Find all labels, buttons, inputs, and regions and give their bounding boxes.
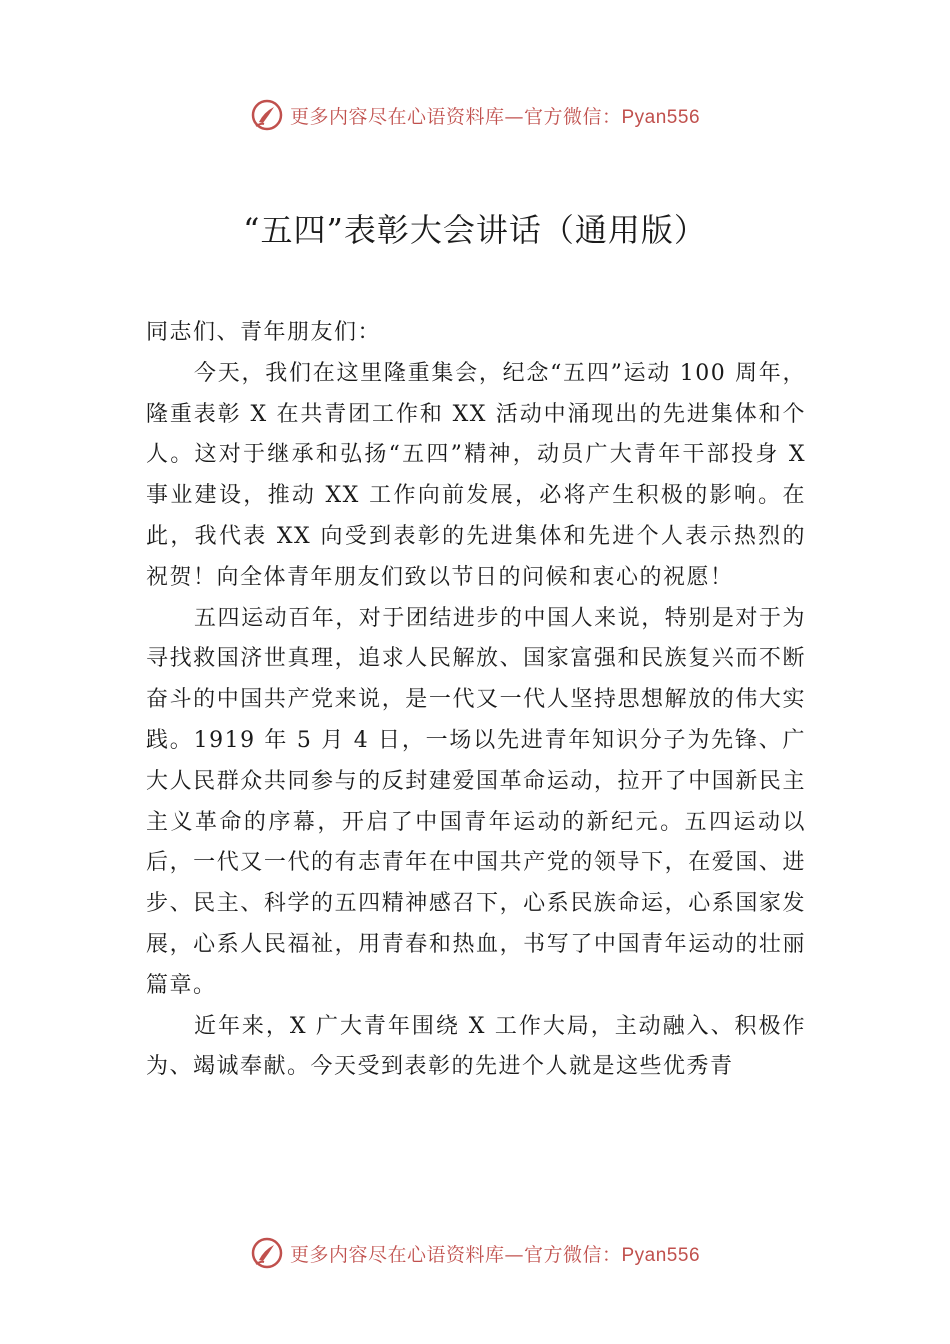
paragraph-3: 近年来，X 广大青年围绕 X 工作大局，主动融入、积极作为、竭诚奉献。今天受到表彰的先进个人就是这些优秀青 [146, 1013, 806, 1080]
salutation: 同志们、青年朋友们： [146, 320, 382, 345]
footer-watermark [0, 1233, 950, 1273]
brush-pen-seal-icon [250, 1236, 284, 1270]
brush-pen-seal-icon [250, 98, 284, 132]
document-body [146, 313, 806, 1088]
watermark-text: 更多内容尽在心语资料库—官方微信：Pyan556 [289, 105, 701, 128]
document-title: “五四”表彰大会讲话（通用版） [243, 211, 707, 249]
header-watermark [0, 95, 950, 135]
paragraph-1: 今天，我们在这里隆重集会，纪念“五四”运动 100 周年，隆重表彰 X 在共青团工作和 XX 活动中涌现出的先进集体和个人。这对于继承和弘扬“五四”精神，动员广大青年干部投身 X 事业建设，推动 XX 工作向前发展，必将产生积极的影响。在此，我代表 XX 向受到表彰的先进集体和先进个人表示热烈的祝贺！向全体青年朋友们致以节日的问候和衷心的祝愿！ [146, 360, 806, 590]
watermark-text: 更多内容尽在心语资料库—官方微信：Pyan556 [289, 1243, 701, 1266]
paragraph-2: 五四运动百年，对于团结进步的中国人来说，特别是对于为寻找救国济世真理，追求人民解放、国家富强和民族复兴而不断奋斗的中国共产党来说，是一代又一代人坚持思想解放的伟大实践。1919 年 5 月 4 日，一场以先进青年知识分子为先锋、广大人民群众共同参与的反封建爱国革命运动，拉开了中国新民主主义革命的序幕，开启了中国青年运动的新纪元。五四运动以后，一代又一代的有志青年在中国共产党的领导下，在爱国、进步、民主、科学的五四精神感召下，心系民族命运，心系国家发展，心系人民福祉，用青春和热血，书写了中国青年运动的壮丽篇章。 [146, 605, 806, 998]
